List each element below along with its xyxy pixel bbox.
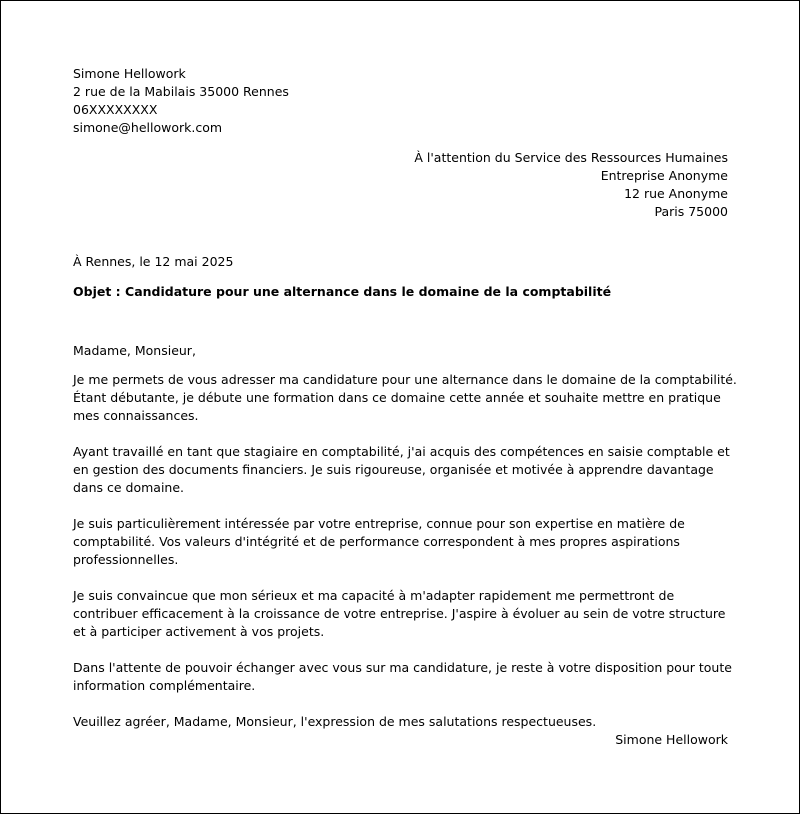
sender-block: [73, 65, 289, 137]
recipient-street: 12 rue Anonyme: [624, 186, 728, 201]
letter-body: [73, 371, 741, 749]
recipient-block: [414, 149, 728, 221]
body-paragraph: Ayant travaillé en tant que stagiaire en comptabilité, j'ai acquis des compétences en saisie comptable et en gestion des documents financiers. Je suis rigoureuse, organisée et motivée à apprendre davantage dans ce domaine.: [73, 444, 730, 495]
body-paragraph: Je me permets de vous adresser ma candidature pour une alternance dans le domaine de la comptabilité. Étant débutante, je débute une formation dans ce domaine cette année et souhaite mettre en pratique mes connaissances.: [73, 372, 737, 423]
sender-name: Simone Hellowork: [73, 66, 186, 81]
sender-email: simone@hellowork.com: [73, 120, 223, 135]
body-paragraph: Dans l'attente de pouvoir échanger avec vous sur ma candidature, je reste à votre disposition pour toute information complémentaire.: [73, 660, 732, 693]
body-paragraph: Je suis convaincue que mon sérieux et ma capacité à m'adapter rapidement me permettront de contribuer efficacement à la croissance de votre entreprise. J'aspire à évoluer au sein de votre structure et à participer activement à vos projets.: [73, 588, 726, 639]
body-paragraph: Je suis particulièrement intéressée par votre entreprise, connue pour son expertise en matière de comptabilité. Vos valeurs d'intégrité et de performance correspondent à mes propres aspirations professionnelles.: [73, 516, 685, 567]
letter-subject: Objet : Candidature pour une alternance dans le domaine de la comptabilité: [73, 284, 612, 299]
closing-paragraph: Veuillez agréer, Madame, Monsieur, l'expression de mes salutations respectueuses.: [73, 714, 597, 729]
letter-salutation: Madame, Monsieur,: [73, 343, 196, 358]
letter-signature: Simone Hellowork: [615, 732, 728, 747]
recipient-company: Entreprise Anonyme: [600, 168, 728, 183]
letter-date: À Rennes, le 12 mai 2025: [73, 254, 234, 269]
recipient-city: Paris 75000: [654, 204, 728, 219]
sender-address: 2 rue de la Mabilais 35000 Rennes: [73, 84, 289, 99]
recipient-attention: À l'attention du Service des Ressources Humaines: [414, 150, 728, 165]
sender-phone: 06XXXXXXXX: [73, 102, 158, 117]
